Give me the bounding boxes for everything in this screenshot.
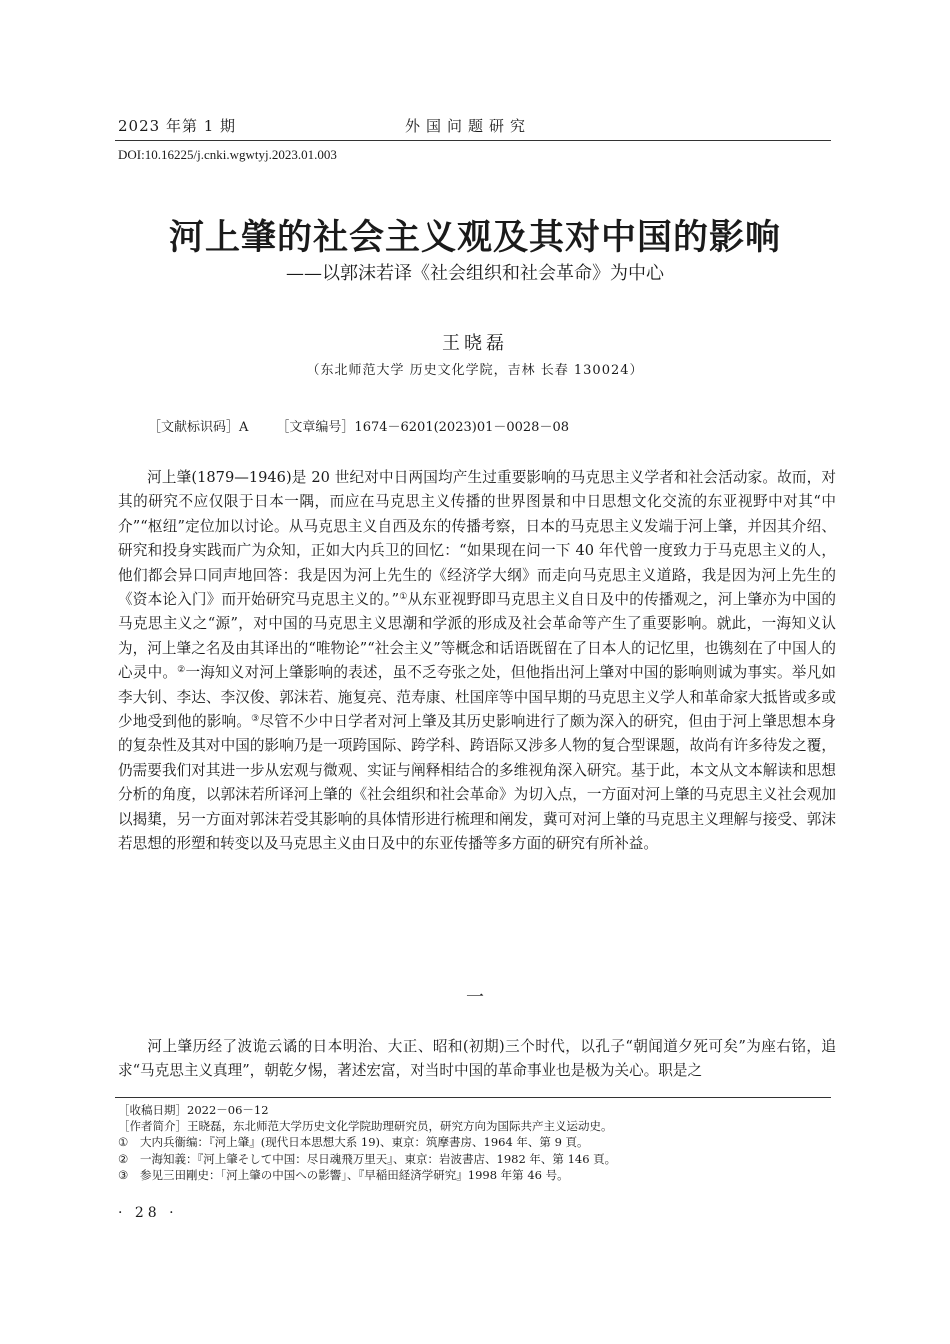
received-value: 2022－06－12 <box>187 1103 269 1117</box>
received-label: ［收稿日期］ <box>118 1103 187 1117</box>
footnote-1 <box>118 1134 834 1150</box>
author-affiliation: （东北师范大学 历史文化学院，吉林 长春 130024） <box>306 363 644 378</box>
author-bio <box>118 1118 834 1134</box>
footnote-ref-2: ② <box>177 665 186 676</box>
footnote-text: 一海知義：『河上肇そして中国：尽日魂飛万里天』、東京：岩波書店、1982 年、第 146 頁。 <box>140 1151 617 1166</box>
body-paragraph-2 <box>118 1035 836 1084</box>
footnotes <box>118 1102 834 1183</box>
footnote-3 <box>118 1167 834 1183</box>
running-header-journal: 外国问题研究 <box>405 117 532 135</box>
article-no-label: ［文章编号］ <box>276 420 355 435</box>
author-bio-value: 王晓磊，东北师范大学历史文化学院助理研究员，研究方向为国际共产主义运动史。 <box>187 1119 613 1134</box>
body-text: 河上肇(1879—1946)是 20 世纪对中日两国均产生过重要影响的马克思主义学者和社会活动家。故而，对其的研究不应仅限于日本一隅，而应在马克思主义传播的世界图景和中日思想文化交流的东亚视野中对其“中介”“枢纽”定位加以讨论。从马克思主义自西及东的传播考察，日本的马克思主义发端于河上肇，并因其介绍、研究和投身实践而广为众知，正如大内兵卫的回忆：“如果现在问一下 40 年代曾一度致力于马克思主义的人，他们都会异口同声地回答：我是因为河上先生的《经济学大纲》而走向马克思主义道路，我是因为河上先生的《资本论入门》而开始研究马克思主义的。” <box>118 469 836 609</box>
article-no-value: 1674－6201(2023)01－0028－08 <box>354 420 569 435</box>
footnote-num: ① <box>118 1135 129 1150</box>
section-heading: 一 <box>466 987 484 1008</box>
running-header-issue: 2023 年第 1 期 <box>118 117 237 135</box>
author-name: 王晓磊 <box>442 333 508 354</box>
article-subtitle: ——以郭沫若译《社会组织和社会革命》为中心 <box>286 263 664 284</box>
doi: DOI:10.16225/j.cnki.wgwtyj.2023.01.003 <box>118 147 337 162</box>
footnote-ref-1: ① <box>399 592 408 603</box>
received-date <box>118 1102 834 1118</box>
doc-code-label: ［文献标识码］ <box>148 420 240 435</box>
header-rule <box>115 140 831 141</box>
page-number: · 28 · <box>118 1205 178 1221</box>
author-bio-label: ［作者简介］ <box>118 1119 187 1134</box>
footnote-ref-3: ③ <box>251 714 260 725</box>
article-title: 河上肇的社会主义观及其对中国的影响 <box>168 217 781 258</box>
footnote-2 <box>118 1151 834 1167</box>
footnote-text: 参见三田剛史：「河上肇の中国への影響」、『早稲田経済学研究』1998 年第 46 号。 <box>140 1167 569 1182</box>
body-text: 一海知义对河上肇影响的表述，虽不乏夸张之处，但他指出河上肇对中国的影响则诚为事实。举凡如李大钊、李达、李汉俊、郭沫若、施复亮、范寿康、杜国庠等中国早期的马克思主义学人和革命家大抵皆或多或少地受到他的影响。 <box>118 664 836 731</box>
body-text: 从东亚视野即马克思主义自日及中的传播观之，河上肇亦为中国的马克思主义之“源”，对中国的马克思主义思潮和学派的形成及社会革命等产生了重要影响。就此，一海知义认为，河上肇之名及由其译出的“唯物论”“社会主义”等概念和话语既留在了日本人的记忆里，也镌刻在了中国人的心灵中。 <box>118 591 836 682</box>
footnote-rule <box>115 1097 831 1098</box>
article-meta <box>148 416 569 435</box>
body-text: 尽管不少中日学者对河上肇及其历史影响进行了颇为深入的研究，但由于河上肇思想本身的复杂性及其对中国的影响乃是一项跨国际、跨学科、跨语际又涉多人物的复合型课题，故尚有许多待发之覆，仍需要我们对其进一步从宏观与微观、实证与阐释相结合的多维视角深入研究。基于此，本文从文本解读和思想分析的角度，以郭沫若所译河上肇的《社会组织和社会革命》为切入点，一方面对河上肇的马克思主义社会观加以揭橥，另一方面对郭沫若受其影响的具体情形进行梳理和阐发，冀可对河上肇的马克思主义理解与接受、郭沫若思想的形塑和转变以及马克思主义由日及中的东亚传播等多方面的研究有所补益。 <box>118 713 836 853</box>
doc-code-value: A <box>239 420 249 435</box>
footnote-num: ③ <box>118 1167 129 1182</box>
footnote-text: 大内兵衞编：『河上肇』(现代日本思想大系 19)、東京：筑摩書房、1964 年、第 9 頁。 <box>140 1135 589 1150</box>
body-text: 河上肇历经了波诡云谲的日本明治、大正、昭和(初期)三个时代，以孔子“朝闻道夕死可矣”为座右铭，追求“马克思主义真理”，朝乾夕惕，著述宏富，对当时中国的革命事业也是极为关心。职是之 <box>118 1038 836 1080</box>
body-paragraph-1 <box>118 466 836 857</box>
footnote-num: ② <box>118 1151 129 1166</box>
